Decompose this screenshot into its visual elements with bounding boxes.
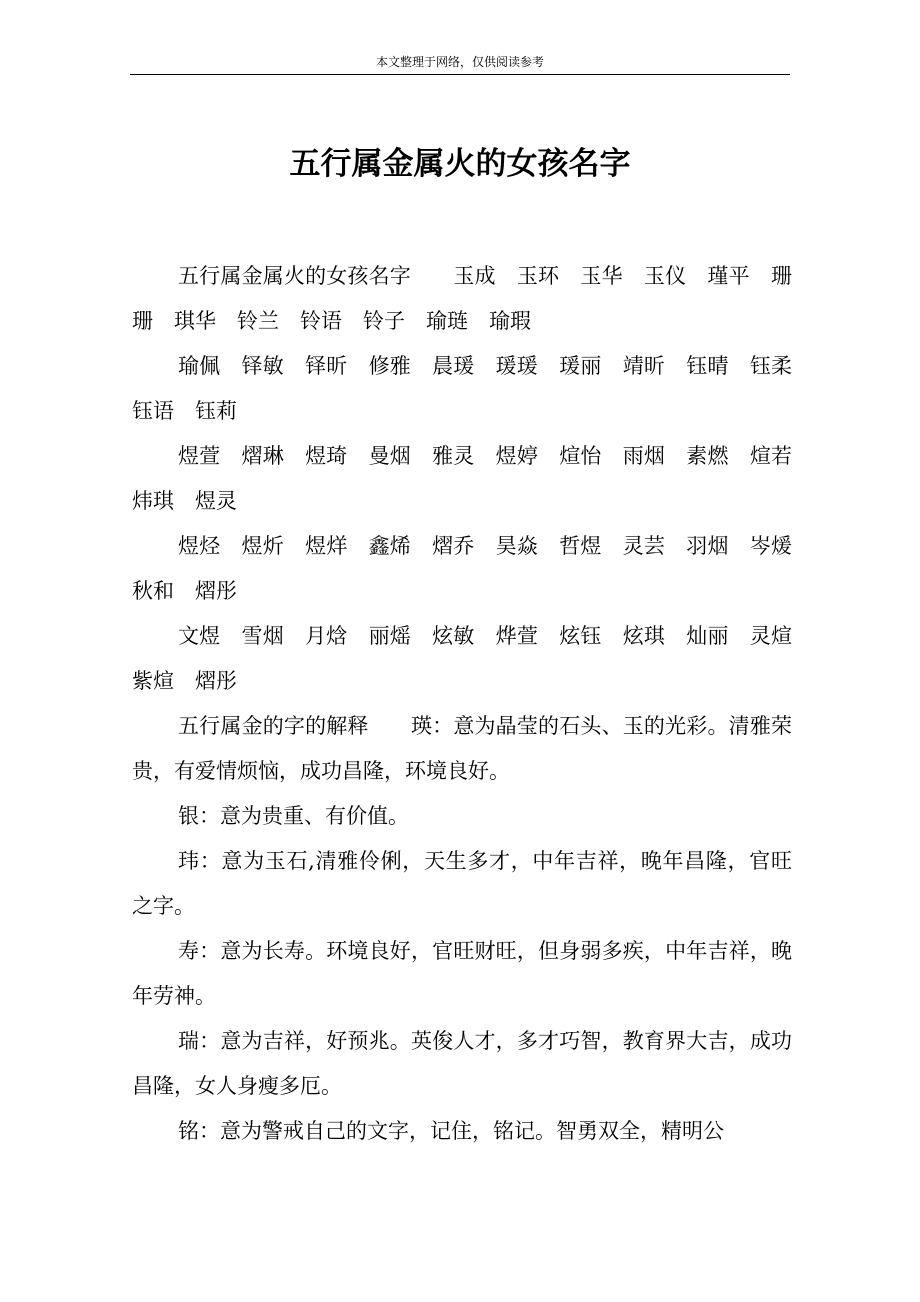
- paragraph-names-yu-ting: 煜烃 煜炘 煜烊 鑫烯 熠乔 昊焱 哲煜 灵芸 羽烟 岑煖 秋和 熠彤: [132, 534, 813, 603]
- page-header-note: 本文整理于网络，仅供阅读参考: [375, 55, 544, 69]
- paragraph-names-yu: 瑜佩 铎敏 铎昕 修雅 晨瑗 瑗瑗 瑗丽 靖昕 钰晴 钰柔 钰语 钰莉: [132, 354, 813, 423]
- paragraph-explanation-yin: 银：意为贵重、有价值。: [178, 804, 409, 828]
- document-body: [132, 254, 813, 1154]
- paragraph-explanation-ying: 五行属金的字的解释 瑛：意为晶莹的石头、玉的光彩。清雅荣贵，有爱情烦恼，成功昌隆，环境良好。: [132, 714, 792, 783]
- paragraph-explanation-shou: 寿：意为长寿。环境良好，官旺财旺，但身弱多疾，中年吉祥，晚年劳神。: [132, 939, 792, 1008]
- paragraph-explanation-rui: 瑞：意为吉祥，好预兆。英俊人才，多才巧智，教育界大吉，成功昌隆，女人身瘦多厄。: [132, 1029, 792, 1098]
- paragraph-explanation-wei: 玮：意为玉石,清雅伶俐，天生多才，中年吉祥，晚年昌隆，官旺之字。: [132, 849, 792, 918]
- paragraph-explanation-ming: 铭：意为警戒自己的文字，记住，铭记。智勇双全，精明公: [178, 1119, 724, 1143]
- paragraph-names-wen-yu: 文煜 雪烟 月焓 丽熎 炫敏 烨萱 炫钰 炫琪 灿丽 灵煊 紫煊 熠彤: [132, 624, 813, 693]
- header-divider: [130, 74, 790, 75]
- document-title: 五行属金属火的女孩名字: [289, 146, 631, 182]
- paragraph-names-yu-xuan: 煜萱 熠琳 煜琦 曼烟 雅灵 煜婷 煊怡 雨烟 素燃 煊若 炜琪 煜灵: [132, 444, 813, 513]
- paragraph-names-intro: 五行属金属火的女孩名字 玉成 玉环 玉华 玉仪 瑾平 珊珊 琪华 铃兰 铃语 铃子 瑜琏 瑜瑕: [132, 264, 792, 333]
